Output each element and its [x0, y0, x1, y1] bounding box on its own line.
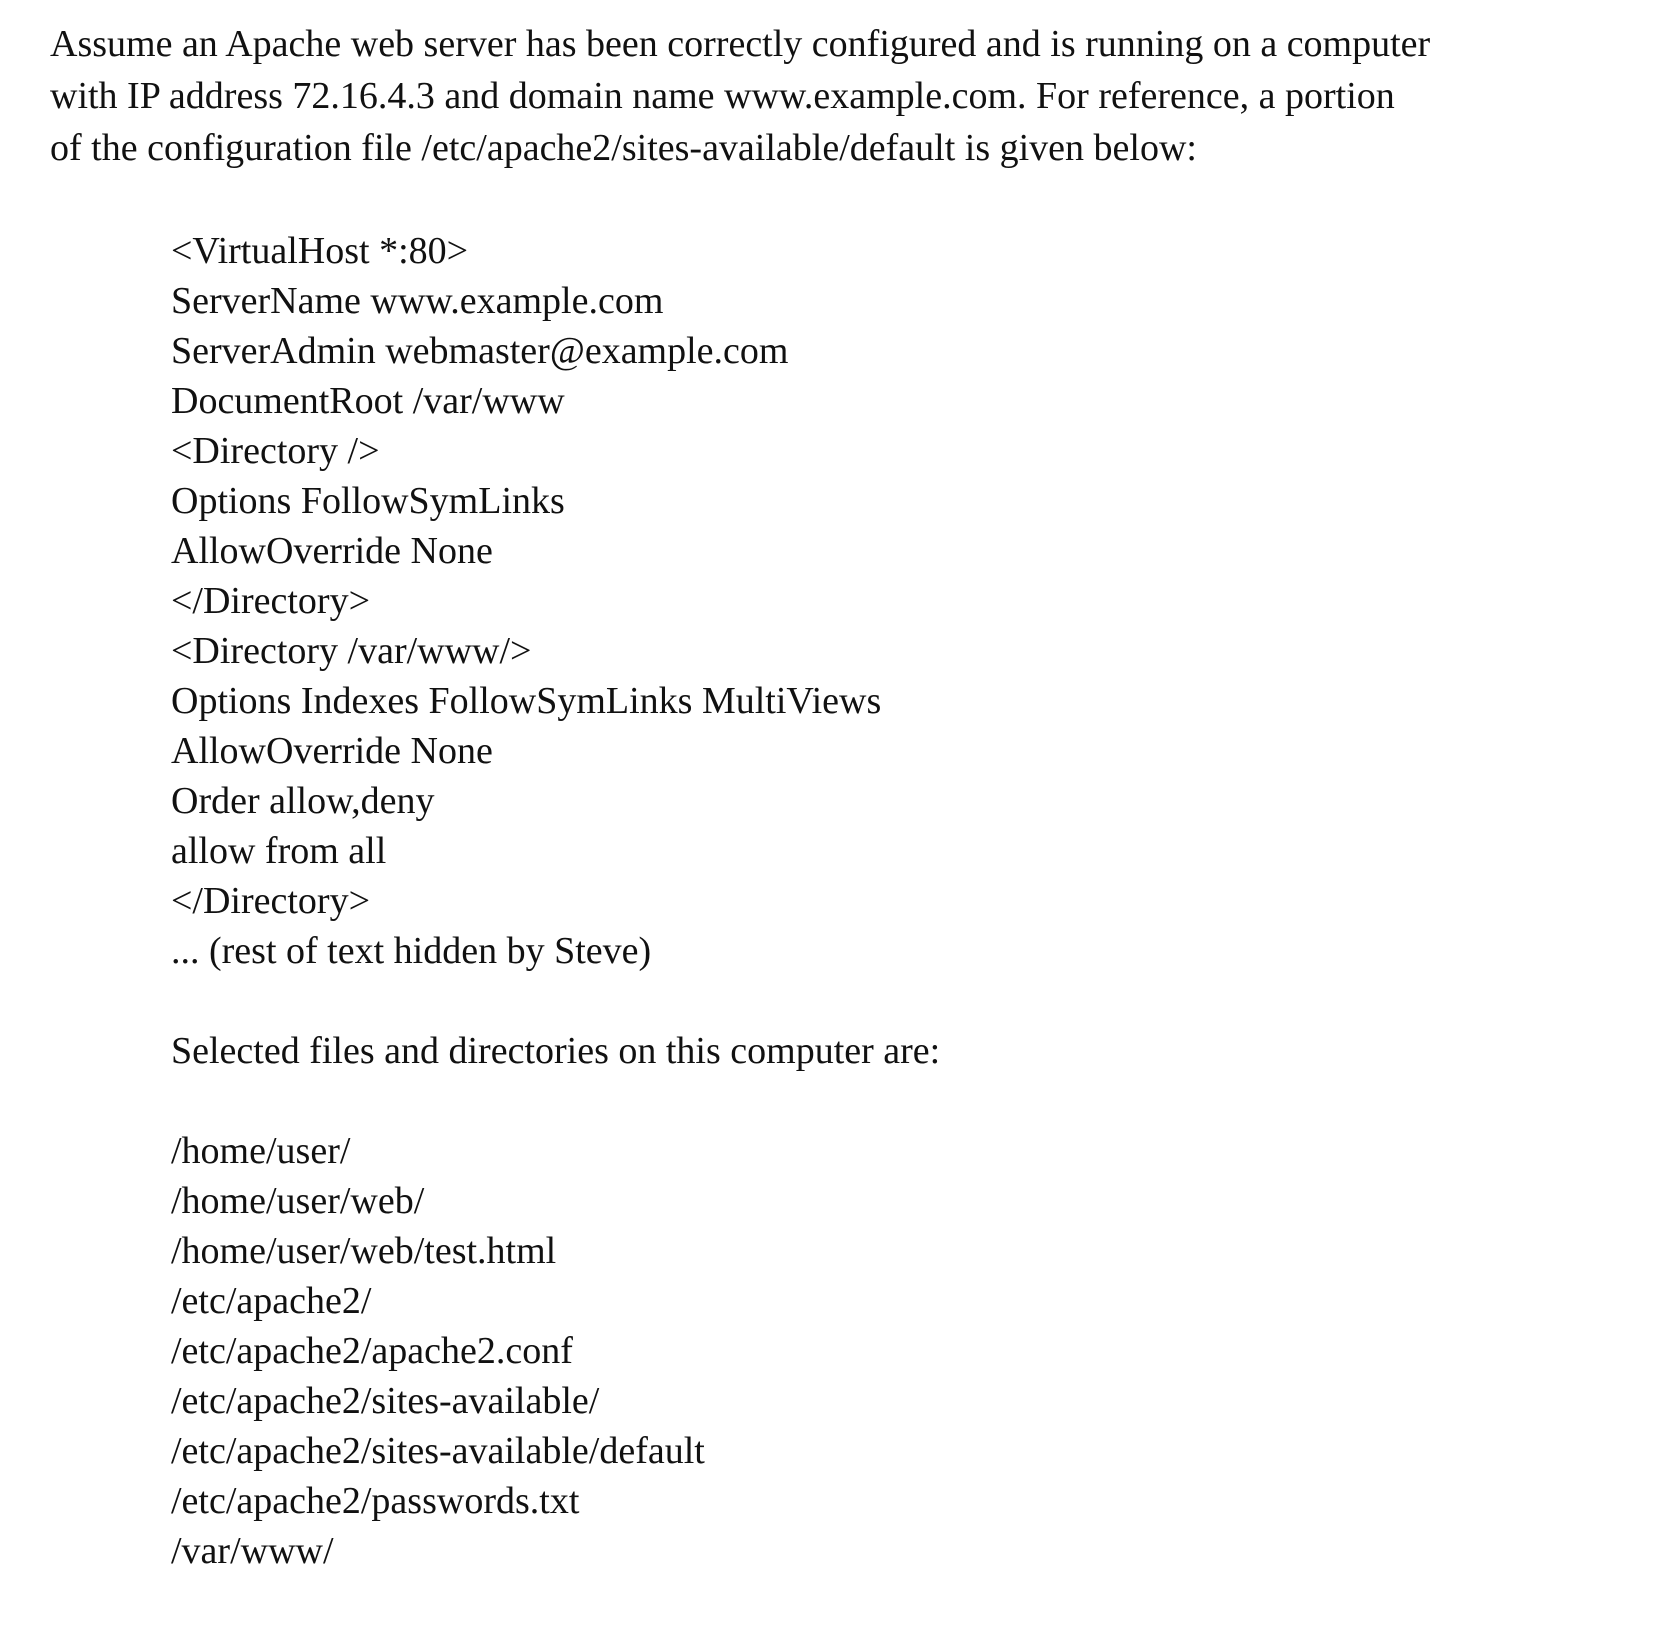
intro-paragraph [50, 18, 1590, 174]
config-line: </Directory> [171, 880, 371, 922]
intro-line: with IP address 72.16.4.3 and domain name www.example.com. For reference, a portion [50, 75, 1395, 117]
file-path: /home/user/web/ [171, 1180, 425, 1222]
file-path: /etc/apache2/ [171, 1280, 372, 1322]
config-line: Options FollowSymLinks [171, 480, 565, 522]
file-path: /etc/apache2/sites-available/default [171, 1430, 705, 1472]
config-line: allow from all [171, 830, 387, 872]
file-path: /var/www/ [171, 1530, 334, 1572]
config-line: ServerAdmin webmaster@example.com [171, 330, 789, 372]
files-heading: Selected files and directories on this computer are: [171, 1030, 941, 1072]
config-file-excerpt [171, 226, 881, 976]
file-path: /home/user/ [171, 1130, 351, 1172]
config-line: <Directory /var/www/> [171, 630, 532, 672]
config-line: <VirtualHost *:80> [171, 230, 469, 272]
config-line: Order allow,deny [171, 780, 435, 822]
config-line: AllowOverride None [171, 530, 493, 572]
config-line: <Directory /> [171, 430, 380, 472]
config-line: DocumentRoot /var/www [171, 380, 565, 422]
config-line: AllowOverride None [171, 730, 493, 772]
file-path: /etc/apache2/apache2.conf [171, 1330, 573, 1372]
file-list [171, 1126, 705, 1576]
config-line: Options Indexes FollowSymLinks MultiViews [171, 680, 882, 722]
config-line: ... (rest of text hidden by Steve) [171, 930, 652, 972]
config-line: ServerName www.example.com [171, 280, 664, 322]
file-path: /home/user/web/test.html [171, 1230, 557, 1272]
intro-line: Assume an Apache web server has been correctly configured and is running on a computer [50, 23, 1431, 65]
file-path: /etc/apache2/passwords.txt [171, 1480, 580, 1522]
file-path: /etc/apache2/sites-available/ [171, 1380, 600, 1422]
intro-line: of the configuration file /etc/apache2/sites-available/default is given below: [50, 127, 1197, 169]
config-line: </Directory> [171, 580, 371, 622]
